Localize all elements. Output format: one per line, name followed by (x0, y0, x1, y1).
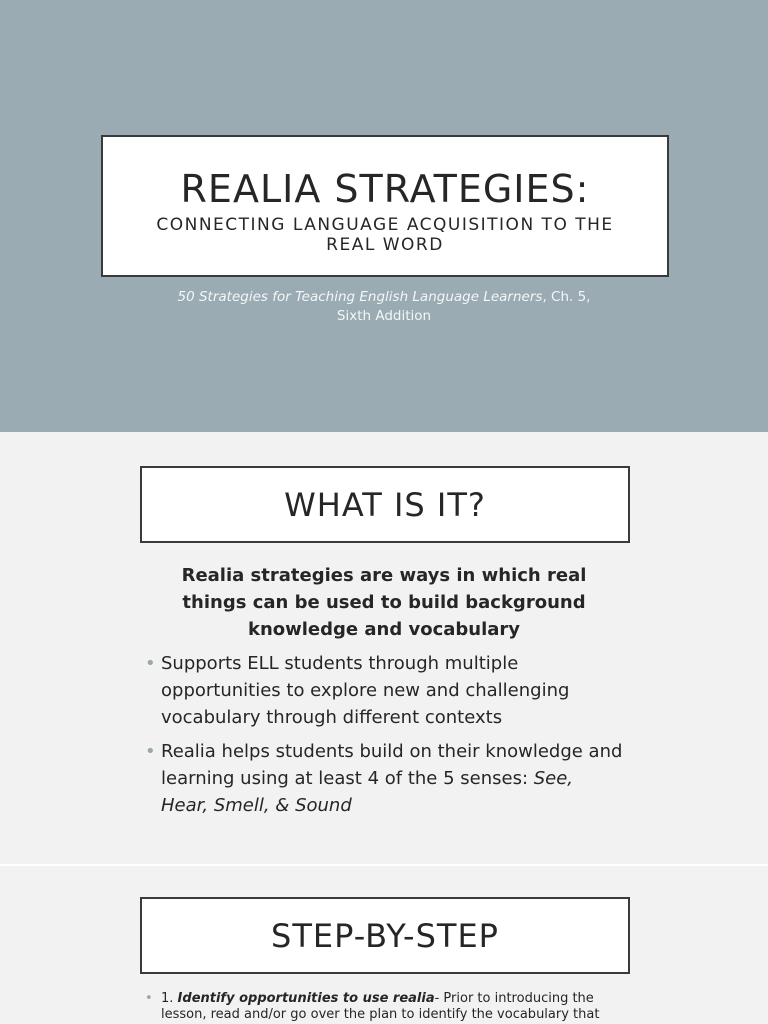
citation-book-title: 50 Strategies for Teaching English Language Learners (177, 289, 543, 305)
step-item (145, 991, 625, 1023)
title-box (101, 135, 669, 277)
bullet-list (145, 650, 625, 826)
step-number: 1. (161, 991, 178, 1006)
step-list (145, 991, 625, 1023)
bullet-icon: • (145, 653, 156, 674)
bullet-icon: • (145, 991, 153, 1006)
step-title: Identify opportunities to use realia (177, 991, 435, 1006)
bullet-item (145, 738, 625, 819)
slide-title: REALIA STRATEGIES: (180, 167, 590, 211)
definition-text: Realia strategies are ways in which real things can be used to build background knowledge and vocabulary (181, 565, 587, 640)
citation (170, 288, 598, 326)
what-is-it-heading: WHAT IS IT? (284, 485, 486, 524)
slide-subtitle: CONNECTING LANGUAGE ACQUISITION TO THE REAL WORD (156, 215, 614, 255)
step-text: - Prior to introducing the lesson, read and/or go over the plan to identify the vocabulary that (161, 991, 600, 1022)
title-slide (0, 0, 768, 432)
step-by-step-heading-box (140, 897, 630, 974)
bullet-item (145, 650, 625, 731)
step-by-step-heading: STEP-BY-STEP (271, 916, 499, 955)
bullet-senses: See, Hear, Smell, & Sound (161, 768, 574, 816)
bullet-text: Realia helps students build on their knowledge and learning using at least 4 of the 5 senses: (161, 741, 623, 789)
citation-details: , Ch. 5, Sixth Addition (336, 289, 591, 324)
bullet-icon: • (145, 741, 156, 762)
slide-separator (0, 864, 768, 866)
bullet-text: Supports ELL students through multiple opportunities to explore new and challenging vocabulary through different contexts (161, 653, 570, 728)
what-is-it-heading-box (140, 466, 630, 543)
